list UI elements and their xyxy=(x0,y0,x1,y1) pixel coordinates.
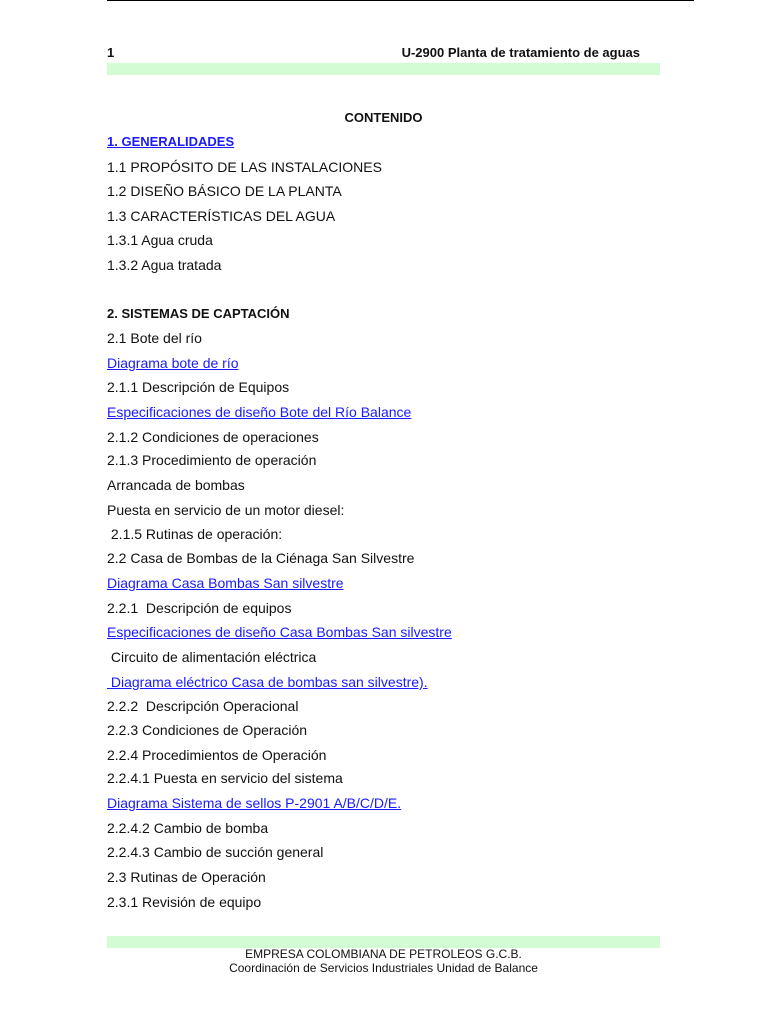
toc-entry-9: 2.1.1 Descripción de Equipos xyxy=(107,379,290,395)
toc-link-21[interactable]: Diagrama eléctrico Casa de bombas san silvestre). xyxy=(107,674,428,690)
toc-entry-7: 2.1 Bote del río xyxy=(107,330,202,346)
toc-entry-13: Arrancada de bombas xyxy=(107,477,245,493)
toc-entry-25: 2.2.4.1 Puesta en servicio del sistema xyxy=(107,770,343,786)
toc-entry-2: 1.2 DISEÑO BÁSICO DE LA PLANTA xyxy=(107,183,342,199)
toc-entry-27: 2.2.4.2 Cambio de bomba xyxy=(107,820,269,836)
page-footer xyxy=(107,947,660,975)
footer-company: EMPRESA COLOMBIANA DE PETROLEOS G.C.B. xyxy=(245,947,522,961)
toc-entry-14: Puesta en servicio de un motor diesel: xyxy=(107,502,345,518)
toc-link-19[interactable]: Especificaciones de diseño Casa Bombas San silvestre xyxy=(107,624,452,640)
toc-entry-23: 2.2.3 Condiciones de Operación xyxy=(107,722,308,738)
page-number: 1 xyxy=(107,45,115,60)
toc-entry-30: 2.3.1 Revisión de equipo xyxy=(107,894,262,910)
toc-entry-1: 1.1 PROPÓSITO DE LAS INSTALACIONES xyxy=(107,159,382,175)
toc-entry-29: 2.3 Rutinas de Operación xyxy=(107,869,266,885)
toc-entry-3: 1.3 CARACTERÍSTICAS DEL AGUA xyxy=(107,208,336,224)
toc-entry-11: 2.1.2 Condiciones de operaciones xyxy=(107,429,319,445)
document-title: U-2900 Planta de tratamiento de aguas xyxy=(401,45,640,60)
toc-title: CONTENIDO xyxy=(344,110,423,125)
toc-entry-24: 2.2.4 Procedimientos de Operación xyxy=(107,747,327,763)
toc-link-0[interactable]: 1. GENERALIDADES xyxy=(107,134,235,149)
toc-entry-18: 2.2.1 Descripción de equipos xyxy=(107,600,292,616)
footer-department: Coordinación de Servicios Industriales Unidad de Balance xyxy=(229,961,538,975)
toc-entry-20: Circuito de alimentación eléctrica xyxy=(107,649,317,665)
toc-entry-4: 1.3.1 Agua cruda xyxy=(107,232,213,248)
toc-entry-28: 2.2.4.3 Cambio de succión general xyxy=(107,844,324,860)
toc-entry-6: 2. SISTEMAS DE CAPTACIÓN xyxy=(107,306,290,321)
toc-link-26[interactable]: Diagrama Sistema de sellos P-2901 A/B/C/D/E. xyxy=(107,795,402,811)
toc-link-17[interactable]: Diagrama Casa Bombas San silvestre xyxy=(107,575,344,591)
header-band xyxy=(107,63,660,75)
toc-link-10[interactable]: Especificaciones de diseño Bote del Río Balance xyxy=(107,404,412,420)
toc-entry-15: 2.1.5 Rutinas de operación: xyxy=(107,526,283,542)
toc-entry-12: 2.1.3 Procedimiento de operación xyxy=(107,452,317,468)
toc-link-8[interactable]: Diagrama bote de río xyxy=(107,355,239,371)
toc-entry-16: 2.2 Casa de Bombas de la Ciénaga San Silvestre xyxy=(107,550,415,566)
toc-entry-5: 1.3.2 Agua tratada xyxy=(107,257,222,273)
top-rule xyxy=(107,0,694,1)
page-header xyxy=(107,45,660,63)
toc-entry-22: 2.2.2 Descripción Operacional xyxy=(107,698,299,714)
